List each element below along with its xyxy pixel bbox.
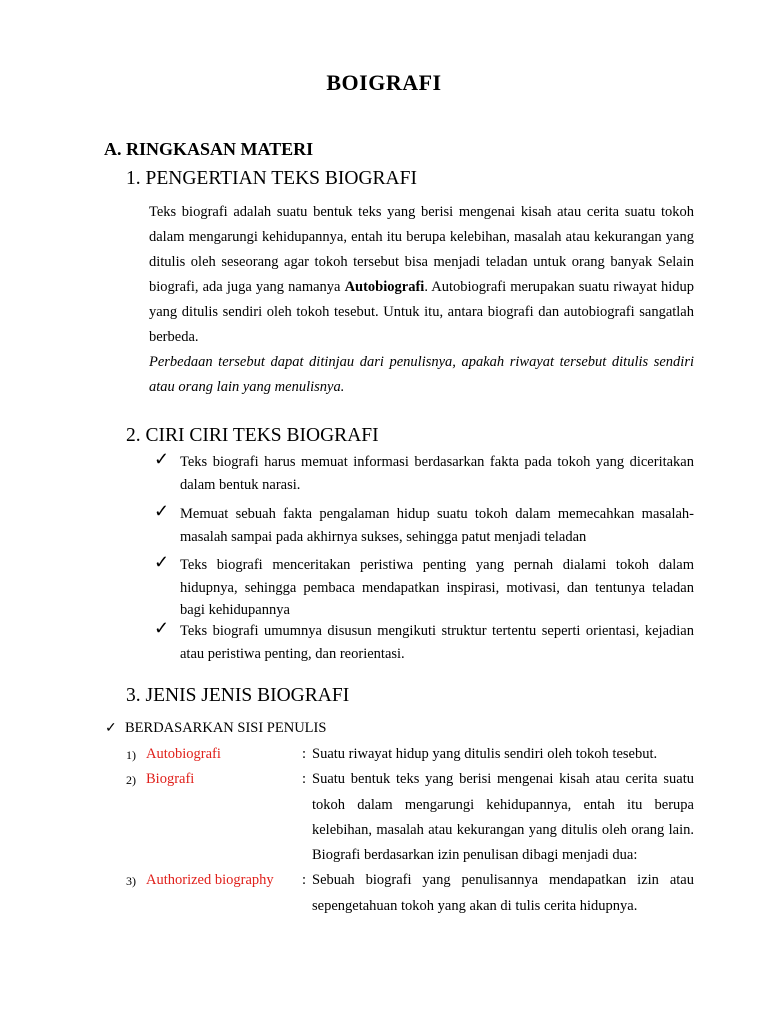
- check-icon: ✓: [105, 721, 117, 736]
- definition-term: Autobiografi: [146, 746, 221, 762]
- paragraph-text-cont: . Autobiografi merupakan suatu riwayat hidup yang ditulis sendiri oleh tokoh tesebut. Untuk itu, antara biografi dan autobiografi sangatlah berbeda.: [149, 279, 694, 345]
- item-number: 2): [126, 773, 136, 788]
- list-item-text: Teks biografi harus memuat informasi berdasarkan fakta pada tokoh yang diceritakan dalam bentuk narasi.: [180, 454, 694, 493]
- list-item: [154, 554, 694, 622]
- definition-item: [126, 742, 694, 767]
- subcategory-label: [105, 718, 326, 739]
- item-number: 1): [126, 748, 136, 762]
- list-item-text: Memuat sebuah fakta pengalaman hidup suatu tokoh dalam memecahkan masalah-masalah sampai pada akhirnya sukses, sehingga patut menjadi teladan: [180, 506, 694, 545]
- subcategory-text: BERDASARKAN SISI PENULIS: [125, 720, 327, 736]
- biography-types: [126, 742, 694, 919]
- list-item-text: Teks biografi menceritakan peristiwa penting yang pernah dialami tokoh dalam hidupnya, sehingga pembaca mendapatkan inspirasi, motivasi, dan tentunya teladan bagi kehidupannya: [180, 557, 694, 618]
- document-title: BOIGRAFI: [326, 70, 442, 95]
- check-icon: ✓: [154, 449, 170, 469]
- definition-item: [126, 868, 694, 919]
- section-1-heading: 1. PENGERTIAN TEKS BIOGRAFI: [126, 168, 417, 189]
- list-item: [154, 620, 694, 665]
- list-item: [154, 451, 694, 496]
- section-3-heading: 3. JENIS JENIS BIOGRAFI: [126, 685, 350, 706]
- bold-term: Autobiografi: [344, 279, 425, 295]
- definition-description: Sebuah biografi yang penulisannya mendapatkan izin atau sepengetahuan tokoh yang akan di tulis cerita hidupnya.: [312, 872, 694, 914]
- italic-note: Perbedaan tersebut dapat ditinjau dari penulisnya, apakah riwayat tersebut ditulis sendiri atau orang lain yang menulisnya.: [149, 354, 694, 395]
- colon: :: [302, 771, 307, 788]
- check-icon: ✓: [154, 552, 170, 572]
- definition-item: [126, 767, 694, 868]
- section-2-heading: 2. CIRI CIRI TEKS BIOGRAFI: [126, 425, 379, 446]
- definition-description: Suatu bentuk teks yang berisi mengenai kisah atau cerita suatu tokoh dalam mengarungi kehidupannya, entah itu berupa kelebihan, masalah atau kekurangan yang ditulis oleh orang lain. Biografi berdasarkan izin penulisan dibagi menjadi dua:: [312, 771, 694, 864]
- definition-description: Suatu riwayat hidup yang ditulis sendiri oleh tokoh tesebut.: [312, 746, 658, 762]
- check-icon: ✓: [154, 618, 170, 638]
- list-item: [154, 503, 694, 548]
- definition-term: Authorized biography: [146, 872, 274, 889]
- colon: :: [302, 872, 307, 889]
- list-item-text: Teks biografi umumnya disusun mengikuti struktur tertentu seperti orientasi, kejadian atau peristiwa penting, dan reorientasi.: [180, 623, 694, 662]
- paragraph-text: Teks biografi adalah suatu bentuk teks yang berisi mengenai kisah atau cerita suatu tokoh dalam mengarungi kehidupannya, entah itu berupa kelebihan, masalah atau kekurangan yang ditulis oleh seseorang agar tokoh tersebut bisa menjadi teladan untuk orang banyak Selain biografi, ada juga yang namanya: [149, 204, 694, 295]
- check-icon: ✓: [154, 501, 170, 521]
- item-number: 3): [126, 874, 136, 889]
- section-1-body: [149, 200, 694, 400]
- section-a-heading: A. RINGKASAN MATERI: [104, 139, 314, 159]
- definition-term: Biografi: [146, 771, 195, 788]
- definition-paragraph: [149, 200, 694, 350]
- colon: :: [302, 746, 307, 762]
